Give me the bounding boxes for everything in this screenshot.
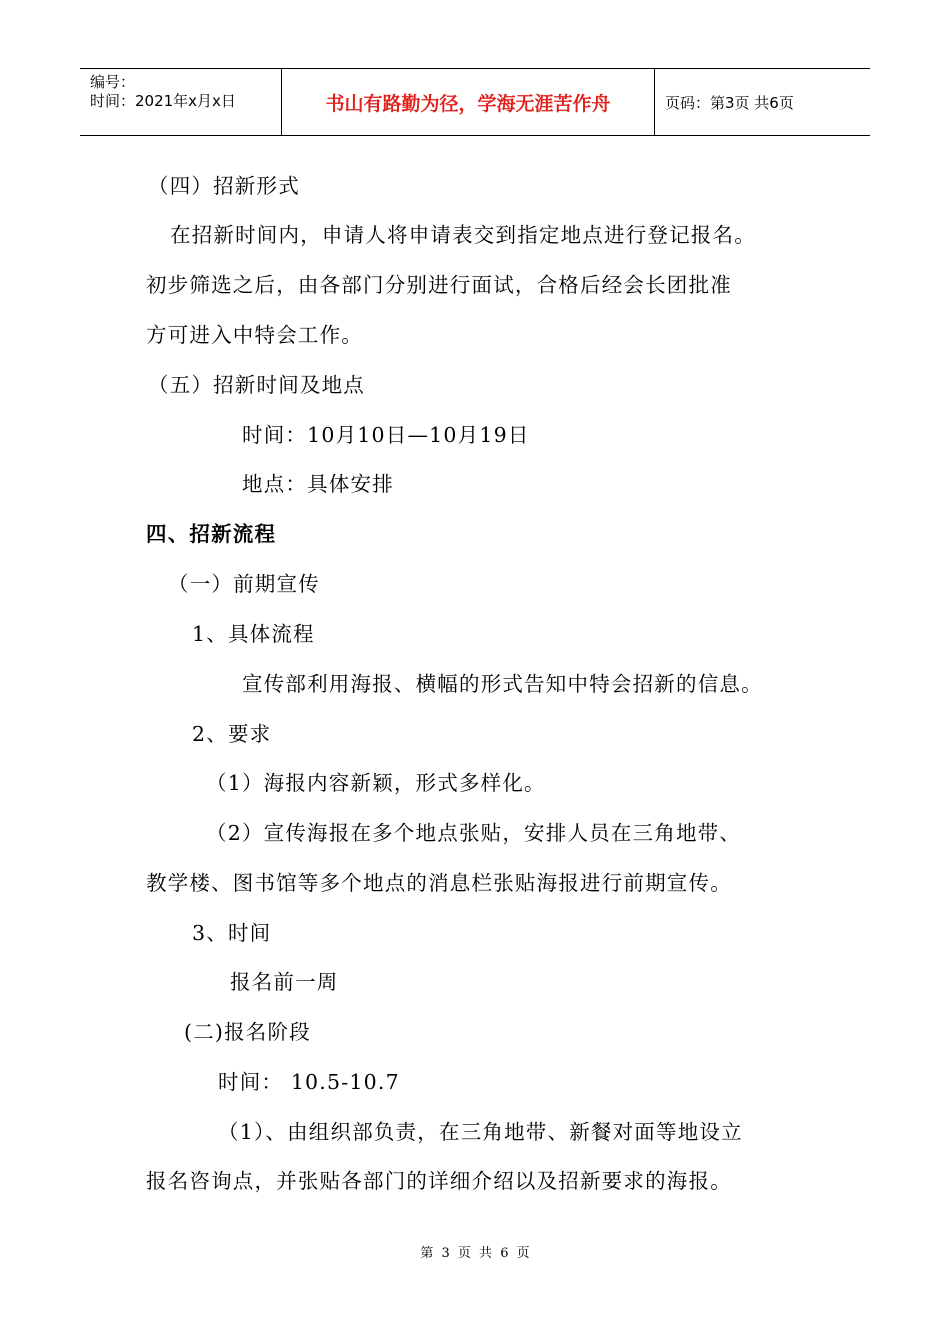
list-item: （1）、由组织部负责，在三角地带、新餐对面等地设立: [218, 1120, 743, 1144]
header-page-cell: [655, 69, 870, 135]
paragraph-line: 报名前一周: [230, 970, 339, 994]
section-heading-registration: (二)报名阶段: [184, 1020, 311, 1044]
item-heading-process: 1、具体流程: [192, 622, 315, 646]
header-meta-cell: [80, 69, 282, 135]
document-code-label: 编号：: [90, 73, 136, 91]
item-heading-time: 3、时间: [192, 921, 272, 945]
header-motto-cell: [282, 69, 655, 135]
page-footer-number: 第 3 页 共 6 页: [420, 1246, 530, 1261]
document-date-label: 时间：2021年x月x日: [90, 92, 236, 110]
header-motto: 书山有路勤为径，学海无涯苦作舟: [325, 93, 611, 115]
item-heading-requirements: 2、要求: [192, 722, 272, 746]
section-heading-recruit-time-place: （五）招新时间及地点: [148, 373, 365, 397]
paragraph-line: 宣传部利用海报、横幅的形式告知中特会招新的信息。: [242, 672, 763, 696]
recruit-time-line: 时间：10月10日—10月19日: [242, 423, 530, 447]
recruit-place-line: 地点：具体安排: [242, 472, 394, 496]
section-heading-recruit-form: （四）招新形式: [148, 174, 300, 198]
registration-time-line: 时间： 10.5-10.7: [218, 1070, 400, 1094]
paragraph-line: 教学楼、图书馆等多个地点的消息栏张贴海报进行前期宣传。: [146, 871, 732, 895]
paragraph-line: 方可进入中特会工作。: [146, 323, 363, 347]
paragraph-line: 在招新时间内，申请人将申请表交到指定地点进行登记报名。: [170, 223, 756, 247]
section-heading-early-promotion: （一）前期宣传: [168, 572, 320, 596]
paragraph-line: 初步筛选之后，由各部门分别进行面试，合格后经会长团批准: [146, 273, 732, 297]
chapter-heading-recruit-process: 四、招新流程: [146, 522, 277, 546]
list-item: （1）海报内容新颖，形式多样化。: [206, 771, 546, 795]
paragraph-line: 报名咨询点，并张贴各部门的详细介绍以及招新要求的海报。: [146, 1169, 732, 1193]
page-header: [80, 68, 870, 136]
header-page-number: 页码：第3页 共6页: [665, 94, 794, 112]
list-item: （2）宣传海报在多个地点张贴，安排人员在三角地带、: [206, 821, 742, 845]
